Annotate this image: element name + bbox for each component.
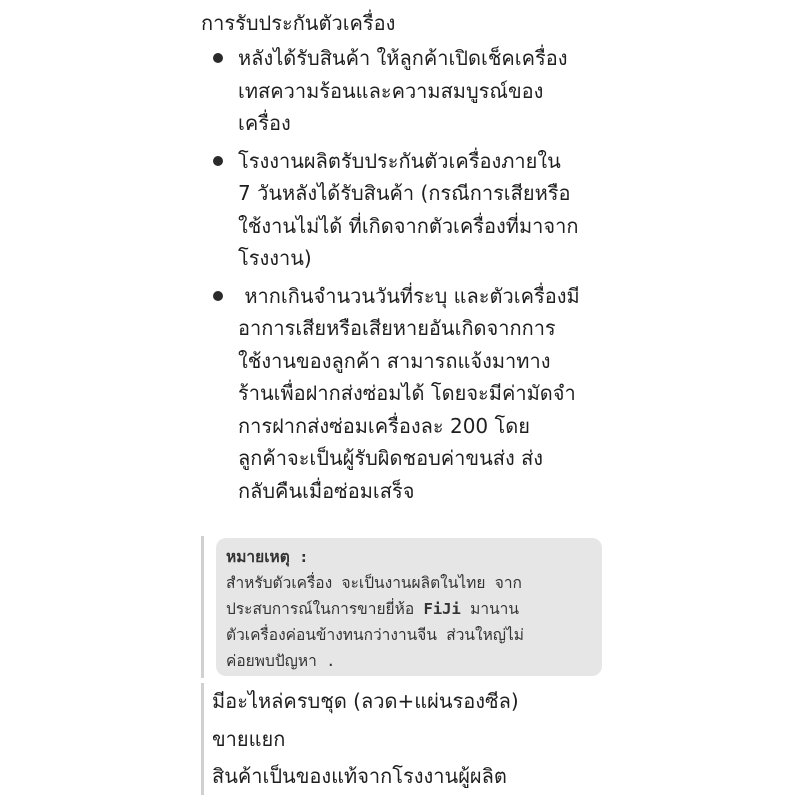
bullet-line: กลับคืนเมื่อซ่อมเสร็จ bbox=[238, 478, 415, 503]
bullet-line: เทสความร้อนและความสมบูรณ์ของ bbox=[238, 78, 544, 103]
bullet-dot-icon bbox=[213, 53, 223, 63]
bullet-line: โรงงานผลิตรับประกันตัวเครื่องภายใน bbox=[238, 148, 561, 173]
bullet-line: ร้านเพื่อฝากส่งซ่อมได้ โดยจะมีค่ามัดจำ bbox=[238, 381, 576, 405]
authentic-product-text: สินค้าเป็นของแท้จากโรงงานผู้ผลิต bbox=[212, 764, 507, 788]
footer-notes bbox=[201, 683, 621, 795]
bullet-line: หากเกินจำนวนวันที่ระบุ และตัวเครื่องมี bbox=[238, 283, 580, 308]
note-quote-rule bbox=[201, 536, 204, 678]
note-text: มานาน bbox=[460, 600, 519, 618]
bullet-line: อาการเสียหรือเสียหายอันเกิดจากการ bbox=[238, 316, 556, 340]
bullet-item bbox=[201, 280, 611, 508]
note-label: หมายเหตุ : bbox=[226, 548, 309, 566]
note-line: ตัวเครื่องค่อนข้างทนกว่างานจีน ส่วนใหญ่ไม่ bbox=[226, 626, 525, 644]
bullet-item bbox=[201, 145, 611, 275]
warranty-title: การรับประกันตัวเครื่อง bbox=[201, 11, 396, 35]
bullet-line: โรงงาน) bbox=[238, 246, 312, 270]
warranty-bullet-list bbox=[201, 42, 611, 512]
note-line: ค่อยพบปัญหา . bbox=[226, 652, 336, 670]
note-callout bbox=[201, 536, 602, 678]
spare-parts-text: มีอะไหล่ครบชุด (ลวด+แผ่นรองซีล) bbox=[212, 689, 519, 713]
footer-quote-rule bbox=[201, 683, 204, 795]
bullet-line: เครื่อง bbox=[238, 111, 291, 135]
bullet-dot-icon bbox=[213, 156, 223, 166]
bullet-line: การฝากส่งซ่อมเครื่องละ 200 โดย bbox=[238, 413, 530, 438]
note-line bbox=[226, 596, 592, 622]
bullet-item bbox=[201, 42, 611, 140]
sold-separately-text: ขายแยก bbox=[212, 727, 286, 751]
bullet-dot-icon bbox=[213, 291, 223, 301]
brand-name: FiJi bbox=[423, 600, 461, 618]
bullet-line: ใช้งานของลูกค้า สามารถแจ้งมาทาง bbox=[238, 348, 551, 373]
bullet-line: หลังได้รับสินค้า ให้ลูกค้าเปิดเช็คเครื่อง bbox=[238, 46, 568, 70]
note-text: ประสบการณ์ในการขายยี่ห้อ bbox=[226, 600, 424, 618]
note-box bbox=[216, 538, 602, 676]
bullet-line: ใช้งานไม่ได้ ที่เกิดจากตัวเครื่องที่มาจาก bbox=[238, 213, 579, 238]
bullet-line: ลูกค้าจะเป็นผู้รับผิดชอบค่าขนส่ง ส่ง bbox=[238, 446, 544, 470]
note-line: สำหรับตัวเครื่อง จะเป็นงานผลิตในไทย จาก bbox=[226, 574, 522, 592]
bullet-line: 7 วันหลังได้รับสินค้า (กรณีการเสียหรือ bbox=[238, 181, 571, 205]
